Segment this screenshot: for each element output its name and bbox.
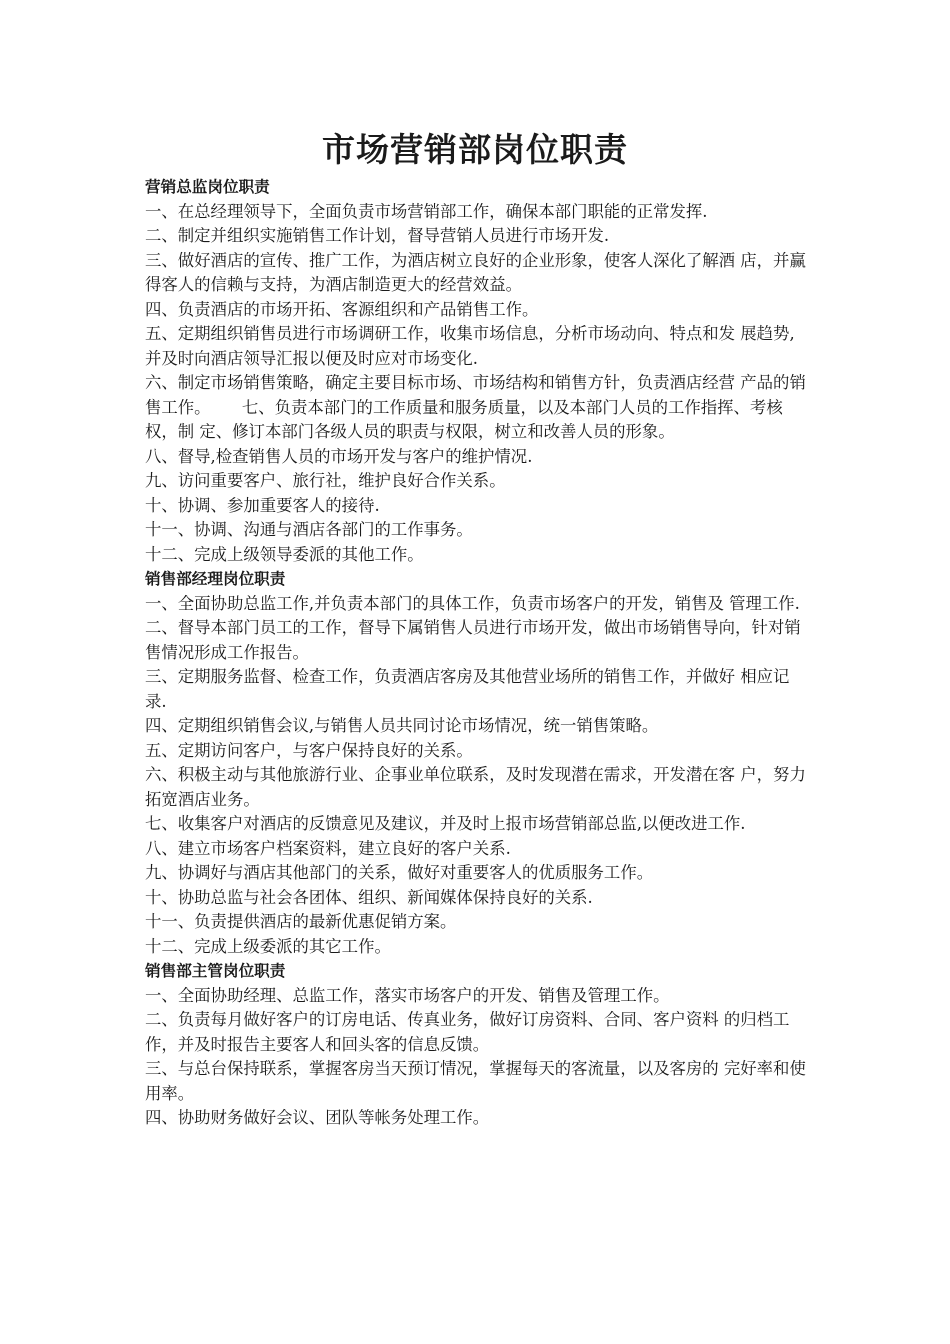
duty-item: 一、全面协助经理、总监工作，落实市场客户的开发、销售及管理工作。: [145, 985, 670, 1005]
duty-item: 二、督导本部门员工的工作，督导下属销售人员进行市场开发，做出市场销售导向，针对销售情况形成工作报告。: [145, 618, 801, 662]
duty-item: 四、负责酒店的市场开拓、客源组织和产品销售工作。: [145, 299, 539, 319]
duty-item: 六、制定市场销售策略，确定主要目标市场、市场结构和销售方针，负责酒店经营 产品的销售工作。 七、负责本部门的工作质量和服务质量，以及本部门人员的工作指挥、考核权，制 定、修订本部门各级人员的职责与权限，树立和改善人员的形象。: [145, 373, 806, 441]
duty-item: 一、全面协助总监工作,并负责本部门的具体工作，负责市场客户的开发，销售及 管理工作.: [145, 593, 800, 613]
duty-item: 三、定期服务监督、检查工作，负责酒店客房及其他营业场所的销售工作，并做好 相应记录.: [145, 667, 790, 711]
section-heading: 营销总监岗位职责: [145, 178, 270, 196]
duty-item: 四、协助财务做好会议、团队等帐务处理工作。: [145, 1108, 490, 1127]
duty-item: 五、定期组织销售员进行市场调研工作，收集市场信息，分析市场动向、特点和发 展趋势,并及时向酒店领导汇报以便及时应对市场变化.: [145, 324, 795, 368]
duty-item: 九、访问重要客户、旅行社，维护良好合作关系。: [145, 471, 506, 490]
duty-item: 二、负责每月做好客户的订房电话、传真业务，做好订房资料、合同、客户资料 的归档工作，并及时报告主要客人和回头客的信息反馈。: [145, 1010, 790, 1054]
duty-item: 八、建立市场客户档案资料，建立良好的客户关系.: [145, 838, 511, 858]
duty-item: 十二、完成上级委派的其它工作。: [145, 936, 391, 956]
duty-item: 十、协调、参加重要客人的接待.: [145, 495, 380, 515]
section-2: [145, 567, 810, 959]
section-1: [145, 175, 810, 567]
duty-item: 二、制定并组织实施销售工作计划，督导营销人员进行市场开发.: [145, 226, 610, 245]
duty-item: 八、督导,检查销售人员的市场开发与客户的维护情况.: [145, 446, 533, 466]
duty-item: 七、收集客户对酒店的反馈意见及建议，并及时上报市场营销部总监,以便改进工作.: [145, 814, 746, 833]
section-heading: 销售部经理岗位职责: [145, 570, 286, 588]
document-title: 市场营销部岗位职责: [322, 130, 628, 169]
duty-item: 六、积极主动与其他旅游行业、企事业单位联系，及时发现潜在需求，开发潜在客 户，努力拓宽酒店业务。: [145, 765, 806, 809]
duty-item: 九、协调好与酒店其他部门的关系，做好对重要客人的优质服务工作。: [145, 863, 654, 882]
duty-item: 五、定期访问客户，与客户保持良好的关系。: [145, 740, 473, 760]
duty-item: 十二、完成上级领导委派的其他工作。: [145, 544, 424, 564]
duty-item: 一、在总经理领导下，全面负责市场营销部工作，确保本部门职能的正常发挥.: [145, 201, 708, 221]
duty-item: 十一、协调、沟通与酒店各部门的工作事务。: [145, 520, 473, 539]
duty-item: 十一、负责提供酒店的最新优惠促销方案。: [145, 912, 457, 931]
document-body: [145, 175, 810, 1131]
section-heading: 销售部主管岗位职责: [145, 962, 286, 980]
duty-item: 三、与总台保持联系，掌握客房当天预订情况，掌握每天的客流量，以及客房的 完好率和使用率。: [145, 1059, 806, 1103]
duty-item: 四、定期组织销售会议,与销售人员共同讨论市场情况，统一销售策略。: [145, 716, 659, 735]
section-3: [145, 959, 810, 1131]
duty-item: 三、做好酒店的宣传、推广工作，为酒店树立良好的企业形象，使客人深化了解酒 店，并赢得客人的信赖与支持，为酒店制造更大的经营效益。: [145, 250, 806, 294]
duty-item: 十、协助总监与社会各团体、组织、新闻媒体保持良好的关系.: [145, 887, 593, 907]
